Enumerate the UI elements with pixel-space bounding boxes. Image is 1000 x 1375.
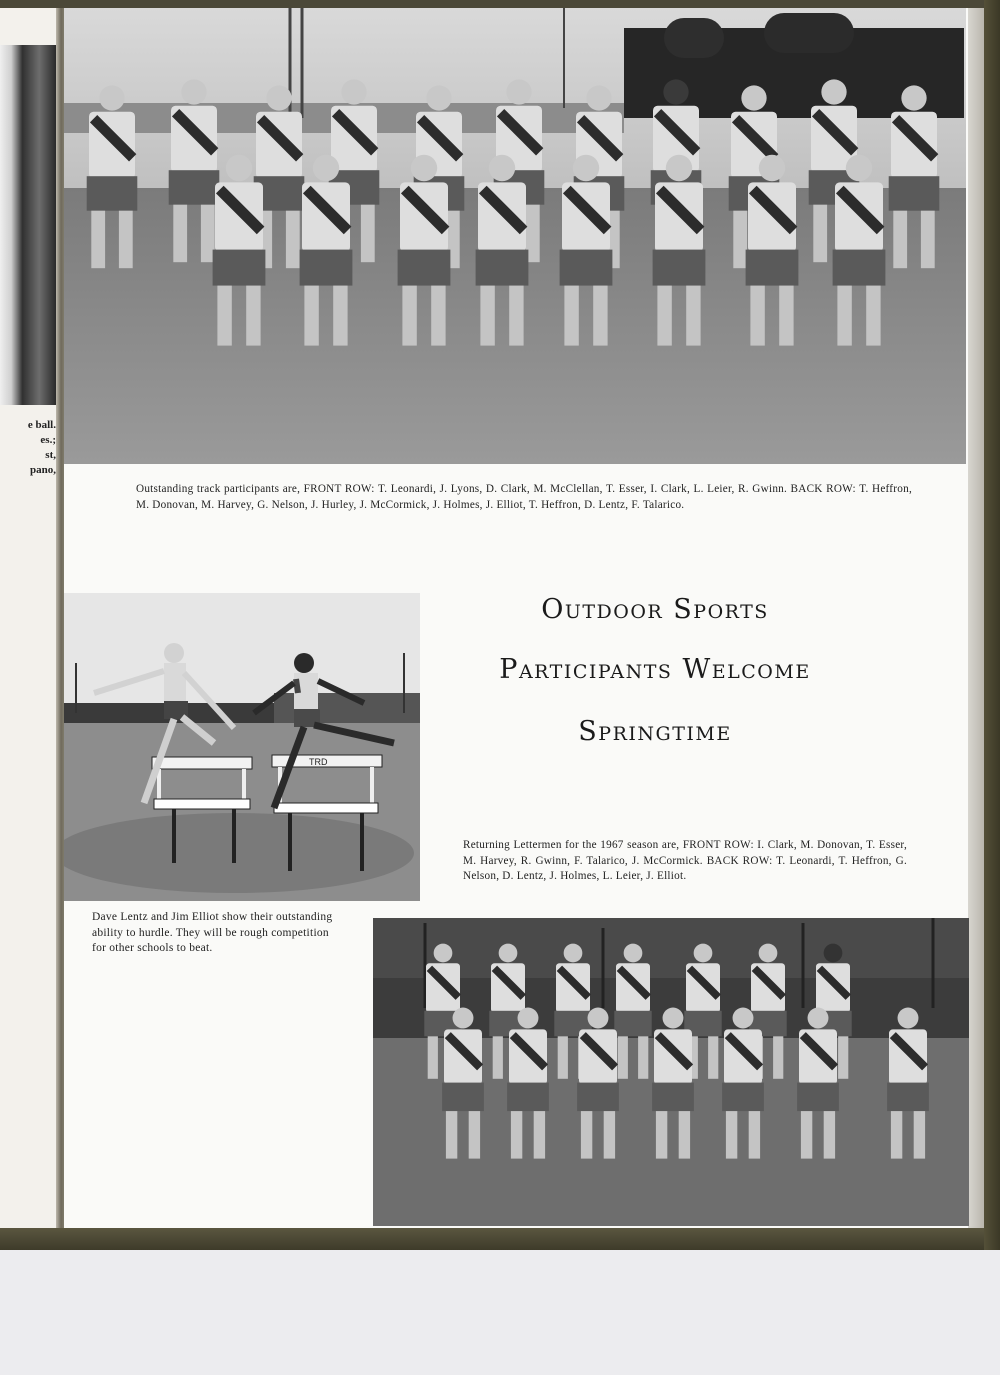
left-page-text-fragment bbox=[0, 418, 56, 478]
page-heading-line-3: Springtime bbox=[578, 716, 732, 747]
page-edge bbox=[968, 8, 984, 1228]
book-cover-top bbox=[0, 0, 1000, 8]
left-snippet-line: st, bbox=[45, 449, 56, 461]
lettermen-photo bbox=[373, 918, 969, 1226]
lettermen-caption: Returning Lettermen for the 1967 season are, FRONT ROW: I. Clark, M. Donovan, T. Esser, M. Harvey, R. Gwinn, F. Talarico, J. McCormick. BACK ROW: T. Leonardi, T. Heffron, G. Nelson, D. Lentz, J. Holmes, L. Leier, J. Elliot. bbox=[463, 839, 907, 882]
hurdlers-photo bbox=[64, 593, 420, 901]
page-heading-line-1: Outdoor Sports bbox=[541, 594, 769, 625]
hurdlers-caption: Dave Lentz and Jim Elliot show their outstanding ability to hurdle. They will be rough competition for other schools to beat. bbox=[92, 911, 333, 954]
track-team-photo bbox=[64, 8, 966, 464]
left-snippet-line: e ball. bbox=[27, 419, 56, 431]
left-snippet-line: pano, bbox=[30, 464, 56, 476]
book-cover-right bbox=[984, 0, 1000, 1250]
hurdle-label: TRD bbox=[309, 757, 328, 767]
left-page-photo-fragment bbox=[0, 45, 56, 405]
page-heading-line-2: Participants Welcome bbox=[499, 654, 811, 685]
track-team-caption: Outstanding track participants are, FRONT ROW: T. Leonardi, J. Lyons, D. Clark, M. McClellan, T. Esser, I. Clark, L. Leier, R. Gwinn. BACK ROW: T. Heffron, M. Donovan, M. Harvey, G. Nelson, J. Hurley, J. McCormick, J. Holmes, J. Elliot, T. Heffron, D. Lentz, F. Talarico. bbox=[136, 483, 912, 511]
left-snippet-line: es.; bbox=[40, 434, 56, 446]
book-cover-bottom bbox=[0, 1228, 985, 1250]
